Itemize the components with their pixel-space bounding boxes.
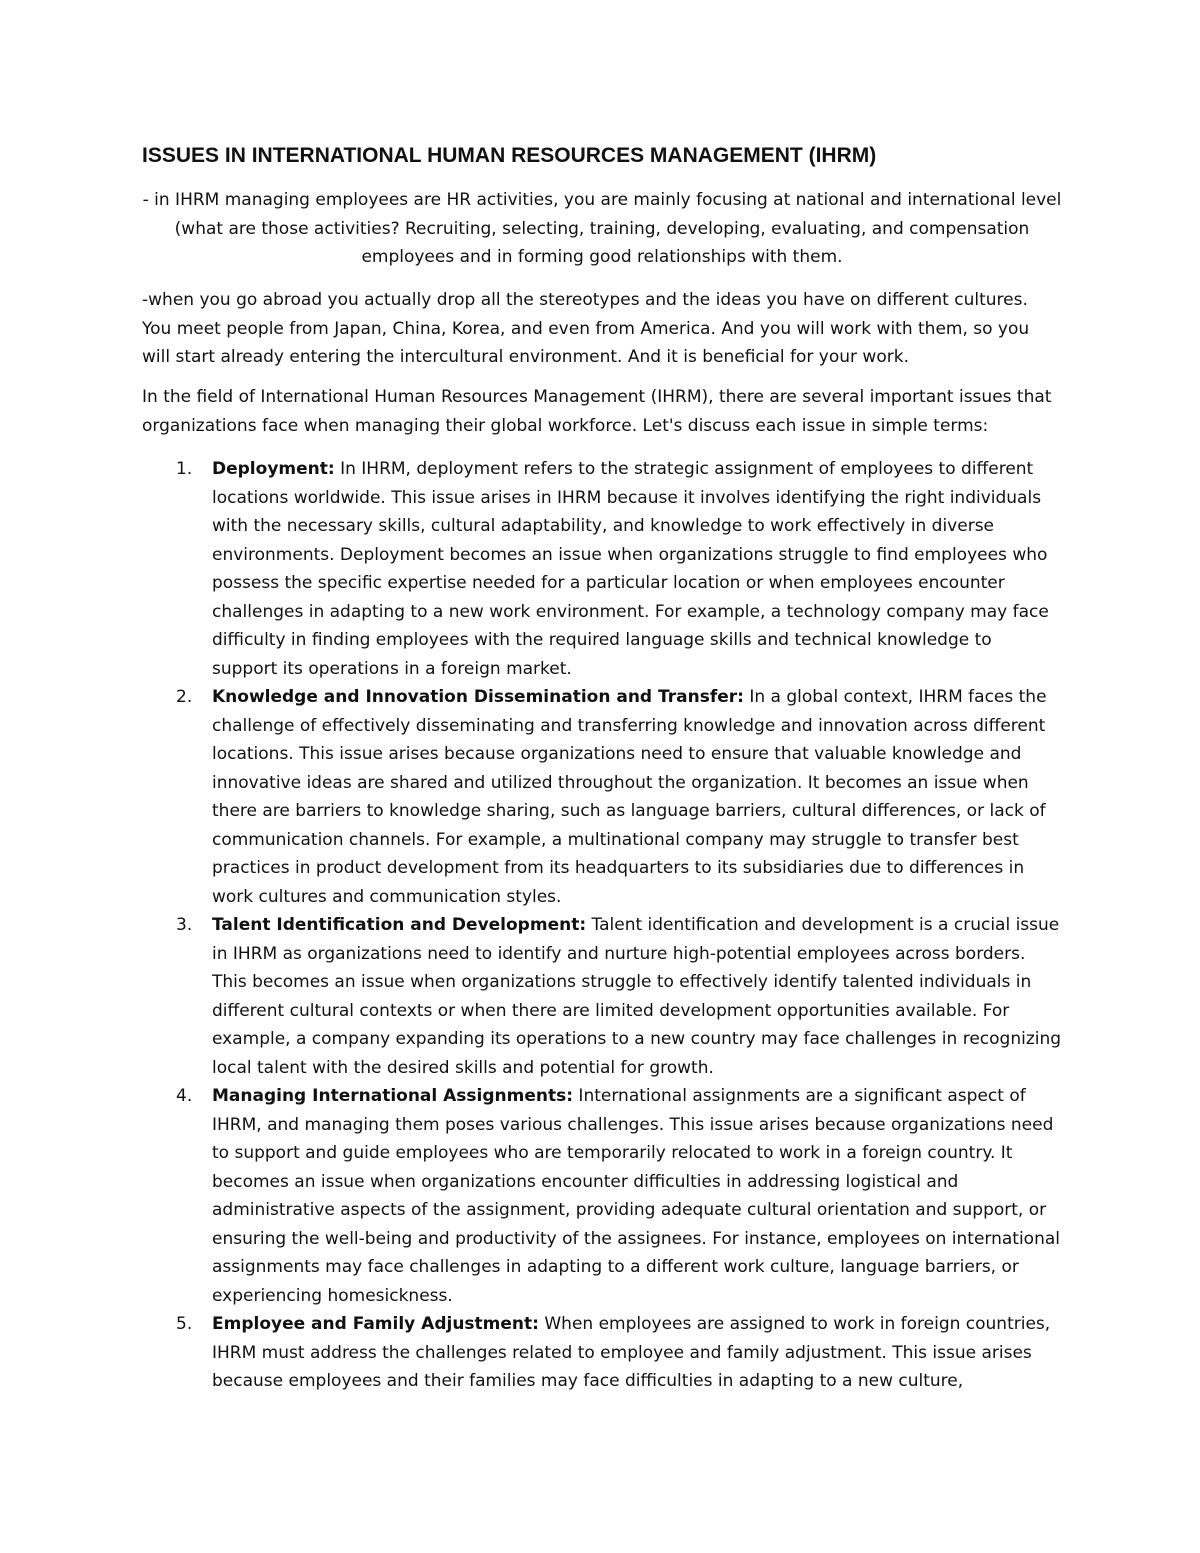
intro-paragraph: - in IHRM managing employees are HR activities, you are mainly focusing at national and international level (what are those activities? Recruiting, selecting, training, developing, evaluating, and compensation employees and in forming good relationships with them. xyxy=(142,190,1062,267)
issue-title: Employee and Family Adjustment: xyxy=(212,1314,539,1334)
issue-text: International assignments are a significant aspect of IHRM, and managing them poses various challenges. This issue arises because organizations need to support and guide employees who are temporarily relocated to work in a foreign country. It becomes an issue when organizations encounter difficulties in addressing logistical and administrative aspects of the assignment, providing adequate cultural orientation and support, or ensuring the well-being and productivity of the assignees. For instance, employees on international assignments may face challenges in adapting to a different work culture, language barriers, or experiencing homesickness. xyxy=(212,1086,1060,1306)
issue-title: Talent Identification and Development: xyxy=(212,915,587,935)
issues-list xyxy=(142,455,1062,1396)
issue-number: 3. xyxy=(176,915,193,935)
issue-number: 4. xyxy=(176,1086,193,1106)
issue-text: In a global context, IHRM faces the challenge of effectively disseminating and transferring knowledge and innovation across different locations. This issue arises because organizations need to ensure that valuable knowledge and innovative ideas are shared and utilized throughout the organization. It becomes an issue when there are barriers to knowledge sharing, such as language barriers, cultural differences, or lack of communication channels. For example, a multinational company may struggle to transfer best practices in product development from its headquarters to its subsidiaries due to differences in work cultures and communication styles. xyxy=(212,687,1047,907)
issue-number: 2. xyxy=(176,687,193,707)
issue-title: Deployment: xyxy=(212,459,335,479)
document-title: ISSUES IN INTERNATIONAL HUMAN RESOURCES MANAGEMENT (IHRM) xyxy=(142,144,877,167)
abroad-paragraph: -when you go abroad you actually drop all the stereotypes and the ideas you have on different cultures. You meet people from Japan, China, Korea, and even from America. And you will work with them, so you will start already entering the intercultural environment. And it is beneficial for your work. xyxy=(142,290,1030,367)
issue-text: When employees are assigned to work in foreign countries, IHRM must address the challenges related to employee and family adjustment. This issue arises because employees and their families may face difficulties in adapting to a new culture, xyxy=(212,1314,1051,1391)
issue-text: Talent identification and development is a crucial issue in IHRM as organizations need to identify and nurture high-potential employees across borders. This becomes an issue when organizations struggle to effectively identify talented individuals in different cultural contexts or when there are limited development opportunities available. For example, a company expanding its operations to a new country may face challenges in recognizing local talent with the desired skills and potential for growth. xyxy=(212,915,1062,1078)
issue-number: 1. xyxy=(176,459,193,479)
field-paragraph: In the field of International Human Resources Management (IHRM), there are several important issues that organizations face when managing their global workforce. Let's discuss each issue in simple terms: xyxy=(142,387,1052,436)
issue-knowledge-transfer xyxy=(142,683,1062,911)
issue-title: Managing International Assignments: xyxy=(212,1086,574,1106)
issue-title: Knowledge and Innovation Dissemination and Transfer: xyxy=(212,687,744,707)
issue-international-assignments xyxy=(142,1082,1062,1310)
issue-text: In IHRM, deployment refers to the strategic assignment of employees to different locations worldwide. This issue arises in IHRM because it involves identifying the right individuals with the necessary skills, cultural adaptability, and knowledge to work effectively in diverse environments. Deployment becomes an issue when organizations struggle to find employees who possess the specific expertise needed for a particular location or when employees encounter challenges in adapting to a new work environment. For example, a technology company may face difficulty in finding employees with the required language skills and technical knowledge to support its operations in a foreign market. xyxy=(212,459,1049,679)
issue-talent-identification xyxy=(142,911,1062,1082)
issue-family-adjustment xyxy=(142,1310,1062,1396)
issue-number: 5. xyxy=(176,1314,193,1334)
issue-deployment xyxy=(142,455,1062,683)
